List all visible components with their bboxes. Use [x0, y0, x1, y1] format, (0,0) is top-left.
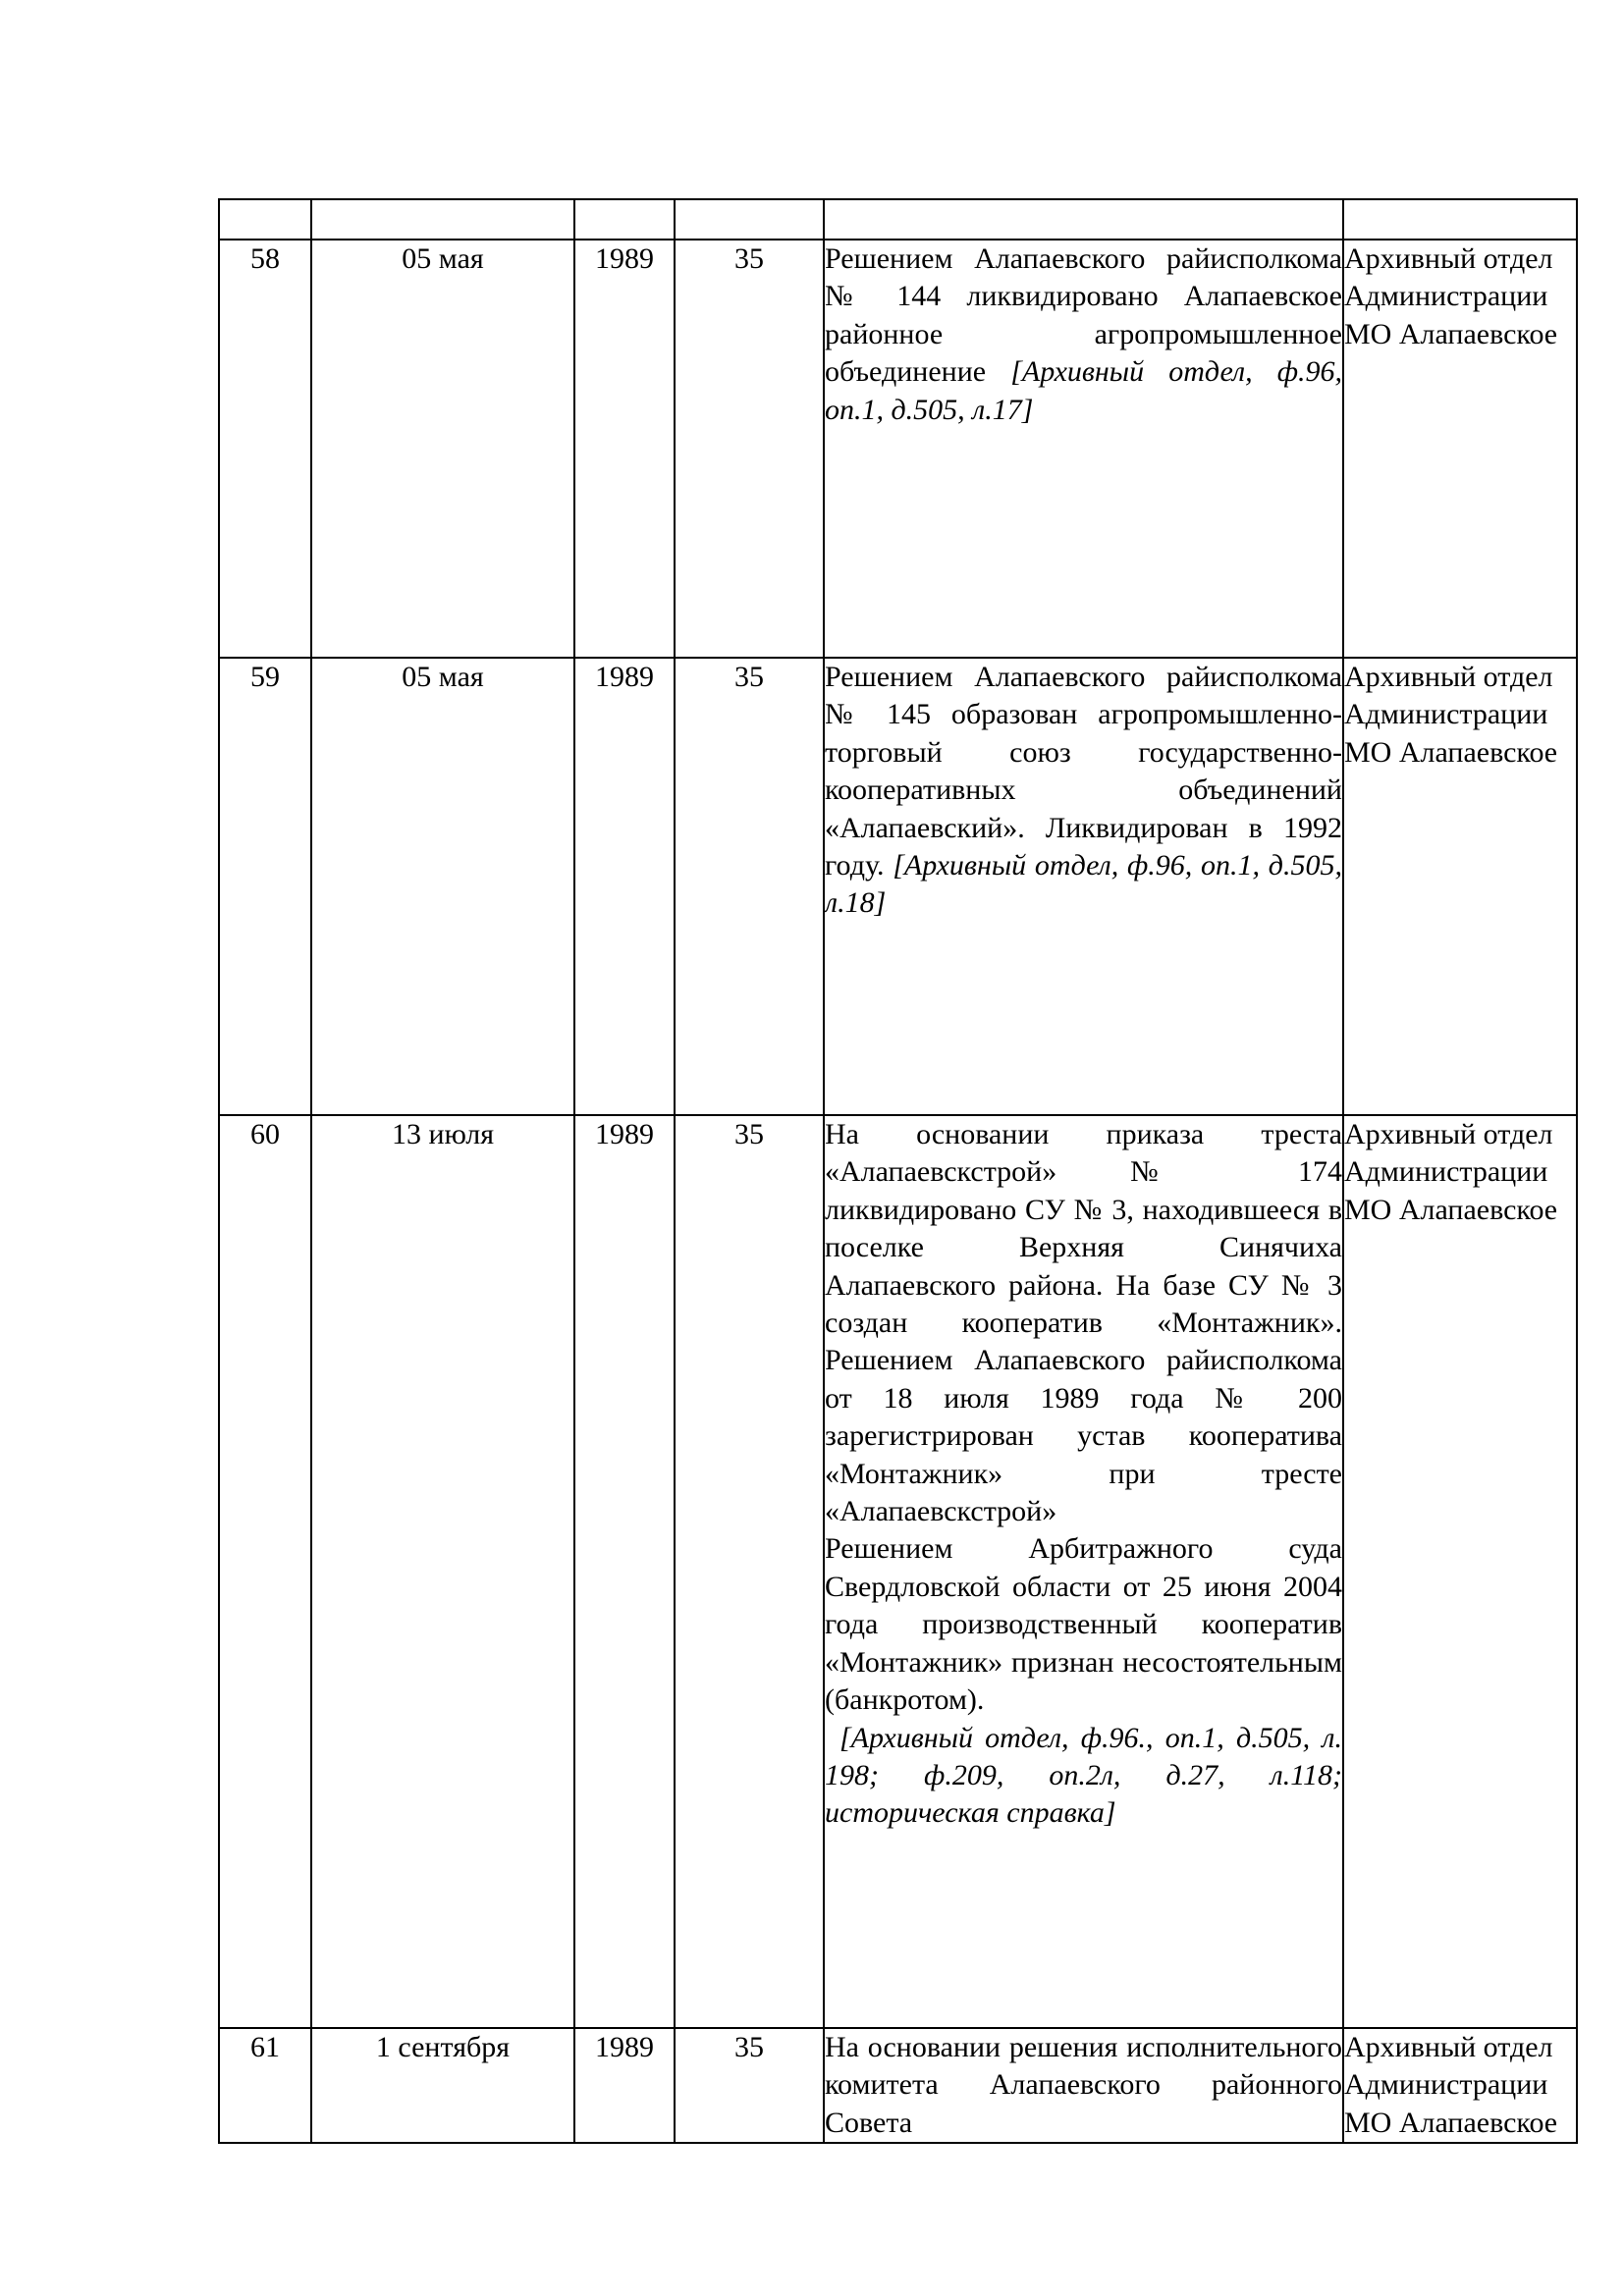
row-number: 60	[219, 1115, 311, 2028]
table-row	[219, 240, 1577, 658]
table-row	[219, 1115, 1577, 2028]
row-number: 61	[219, 2028, 311, 2143]
event-description	[824, 2028, 1343, 2143]
event-year: 1989	[574, 2028, 675, 2143]
archive-line: Архивный отдел	[1344, 1118, 1553, 1150]
table-row	[219, 658, 1577, 1115]
event-description	[824, 1115, 1343, 2028]
source-reference: [Архивный отдел, ф.96, оп.1, д.505, л.17]	[825, 355, 1343, 426]
section-number: 35	[675, 240, 824, 658]
event-description	[824, 658, 1343, 1115]
event-date: 05 мая	[311, 240, 574, 658]
header-cell	[675, 199, 824, 240]
source-reference: [Архивный отдел, ф.96, оп.1, д.505, л.18]	[825, 849, 1342, 920]
row-number: 58	[219, 240, 311, 658]
event-year: 1989	[574, 658, 675, 1115]
header-cell	[1343, 199, 1577, 240]
archive-source	[1343, 658, 1577, 1115]
event-year: 1989	[574, 1115, 675, 2028]
archive-line: МО Алапаевское	[1344, 317, 1558, 350]
table-header-row	[219, 199, 1577, 240]
section-number: 35	[675, 2028, 824, 2143]
description-text: На основании решения исполнительного комитета Алапаевского районного Совета	[825, 2031, 1342, 2139]
section-number: 35	[675, 658, 824, 1115]
description-text-continued: Решением Арбитражного суда Свердловской области от 25 июня 2004 года производственный кооператив «Монтажник» признан несостоятельным (банкротом).	[825, 1532, 1342, 1717]
archive-line: Администрации	[1344, 2068, 1548, 2102]
archive-line: Архивный отдел	[1344, 242, 1553, 275]
event-date: 05 мая	[311, 658, 574, 1115]
chronicle-table	[218, 198, 1578, 2144]
event-date: 1 сентября	[311, 2028, 574, 2143]
event-description	[824, 240, 1343, 658]
event-year: 1989	[574, 240, 675, 658]
archive-source	[1343, 1115, 1577, 2028]
header-cell	[311, 199, 574, 240]
archive-source	[1343, 240, 1577, 658]
description-text: На основании приказа треста «Алапаевскстрой» № 174 ликвидировано СУ № 3, находившееся в поселке Верхняя Синячиха Алапаевского района. На базе СУ № 3 создан кооператив «Монтажник». Решением Алапаевского райисполкома от 18 июля 1989 года № 200 зарегистрирован устав кооператива «Монтажник» при тресте «Алапаевскстрой»	[825, 1118, 1342, 1528]
row-number: 59	[219, 658, 311, 1115]
archive-line: МО Алапаевское	[1344, 1193, 1558, 1226]
archive-line: МО Алапаевское	[1344, 2106, 1558, 2139]
section-number: 35	[675, 1115, 824, 2028]
archive-line: МО Алапаевское	[1344, 735, 1558, 769]
table-row	[219, 2028, 1577, 2143]
archive-line: Администрации	[1344, 280, 1548, 313]
archive-line: Администрации	[1344, 1155, 1548, 1189]
header-cell	[219, 199, 311, 240]
archive-line: Архивный отдел	[1344, 661, 1553, 693]
archive-line: Архивный отдел	[1344, 2031, 1553, 2063]
header-cell	[574, 199, 675, 240]
archive-source	[1343, 2028, 1577, 2143]
source-reference: [Архивный отдел, ф.96., оп.1, д.505, л. 198; ф.209, оп.2л, д.27, л.118; историческая справка]	[825, 1721, 1342, 1830]
event-date: 13 июля	[311, 1115, 574, 2028]
header-cell	[824, 199, 1343, 240]
description-text: Решением Алапаевского райисполкома № 144 ликвидировано Алапаевское районное агропромышленное объединение	[825, 242, 1342, 389]
description-text: Решением Алапаевского райисполкома № 145 образован агропромышленно-торговый союз государственно-кооперативных объединений «Алапаевский». Ликвидирован в 1992 году.	[825, 661, 1342, 882]
archive-line: Администрации	[1344, 698, 1548, 731]
